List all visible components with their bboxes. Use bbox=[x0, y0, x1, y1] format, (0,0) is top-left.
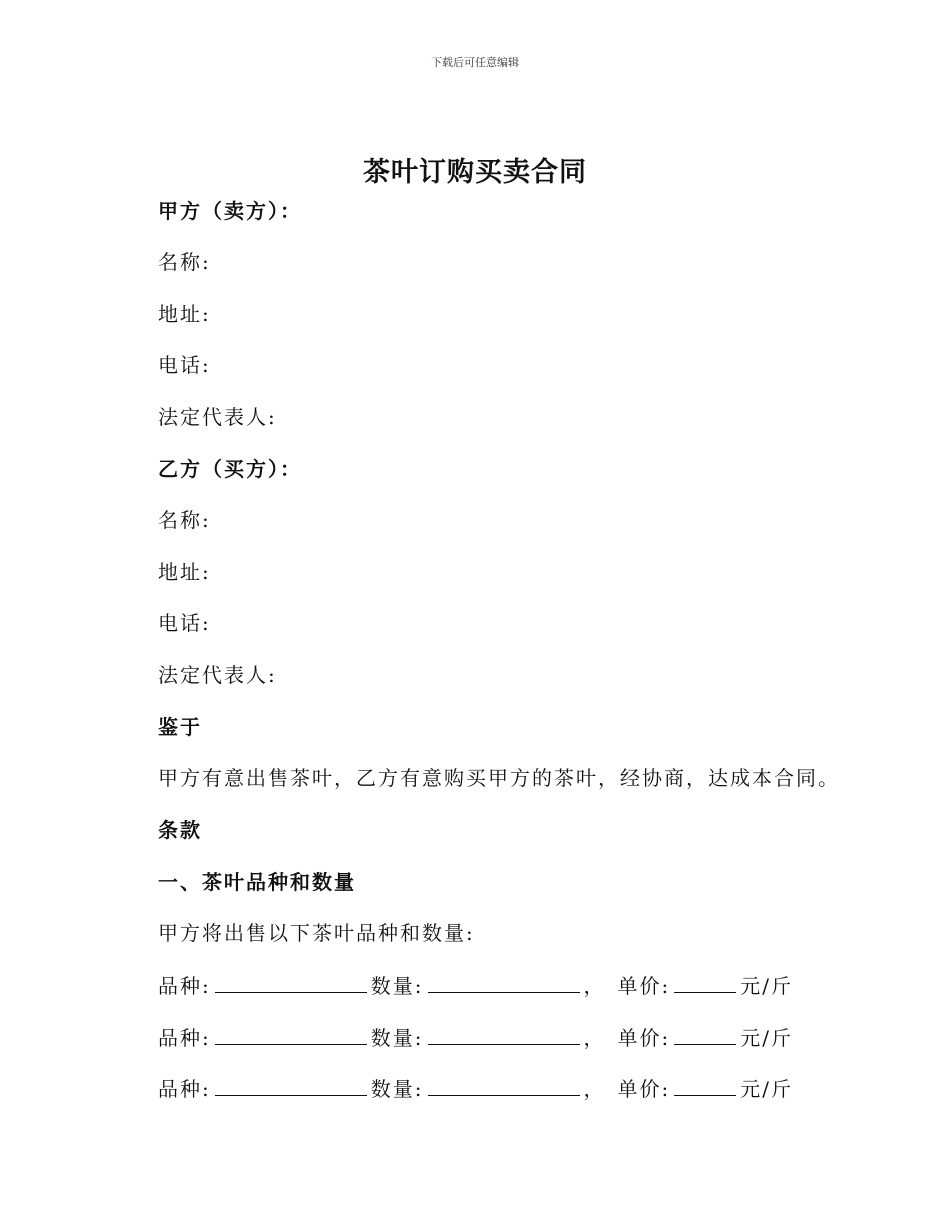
comma: ， bbox=[583, 1077, 606, 1101]
party-b-rep-label: 法定代表人: bbox=[158, 663, 277, 687]
price-blank[interactable] bbox=[674, 1022, 736, 1045]
variety-blank[interactable] bbox=[215, 1073, 367, 1096]
party-a-phone-label: 电话: bbox=[158, 353, 211, 377]
recital-heading: 鉴于 bbox=[158, 715, 202, 739]
price-label: 单价: bbox=[617, 1077, 671, 1101]
party-b-heading: 乙方（买方）： bbox=[158, 457, 302, 481]
party-b-address-label: 地址: bbox=[158, 560, 211, 584]
recital-text: 甲方有意出售茶叶，乙方有意购买甲方的茶叶，经协商，达成本合同。 bbox=[158, 766, 840, 790]
terms-heading: 条款 bbox=[158, 818, 202, 842]
variety-row bbox=[158, 1022, 793, 1053]
party-b-name-label: 名称: bbox=[158, 508, 211, 532]
variety-row bbox=[158, 970, 793, 1001]
header-note: 下载后可任意编辑 bbox=[431, 56, 519, 69]
party-a-name-label: 名称: bbox=[158, 250, 211, 274]
quantity-label: 数量: bbox=[370, 1077, 424, 1101]
section1-intro: 甲方将出售以下茶叶品种和数量: bbox=[158, 921, 475, 945]
comma: ， bbox=[583, 1026, 606, 1050]
price-label: 单价: bbox=[617, 1026, 671, 1050]
document-title: 茶叶订购买卖合同 bbox=[363, 157, 587, 188]
variety-blank[interactable] bbox=[215, 1022, 367, 1045]
price-blank[interactable] bbox=[674, 1073, 736, 1096]
variety-row bbox=[158, 1073, 793, 1104]
quantity-label: 数量: bbox=[370, 974, 424, 998]
party-a-heading: 甲方（卖方）： bbox=[158, 199, 302, 223]
price-label: 单价: bbox=[617, 974, 671, 998]
variety-blank[interactable] bbox=[215, 970, 367, 993]
variety-label: 品种: bbox=[158, 1026, 211, 1050]
variety-label: 品种: bbox=[158, 974, 211, 998]
party-a-rep-label: 法定代表人: bbox=[158, 405, 277, 429]
comma: ， bbox=[583, 974, 606, 998]
quantity-blank[interactable] bbox=[428, 1022, 580, 1045]
price-unit: 元/斤 bbox=[740, 1026, 793, 1050]
quantity-label: 数量: bbox=[370, 1026, 424, 1050]
price-blank[interactable] bbox=[674, 970, 736, 993]
party-a-address-label: 地址: bbox=[158, 302, 211, 326]
quantity-blank[interactable] bbox=[428, 1073, 580, 1096]
quantity-blank[interactable] bbox=[428, 970, 580, 993]
party-b-phone-label: 电话: bbox=[158, 611, 211, 635]
variety-label: 品种: bbox=[158, 1077, 211, 1101]
price-unit: 元/斤 bbox=[740, 974, 793, 998]
price-unit: 元/斤 bbox=[740, 1077, 793, 1101]
section1-heading: 一、茶叶品种和数量 bbox=[158, 870, 356, 894]
